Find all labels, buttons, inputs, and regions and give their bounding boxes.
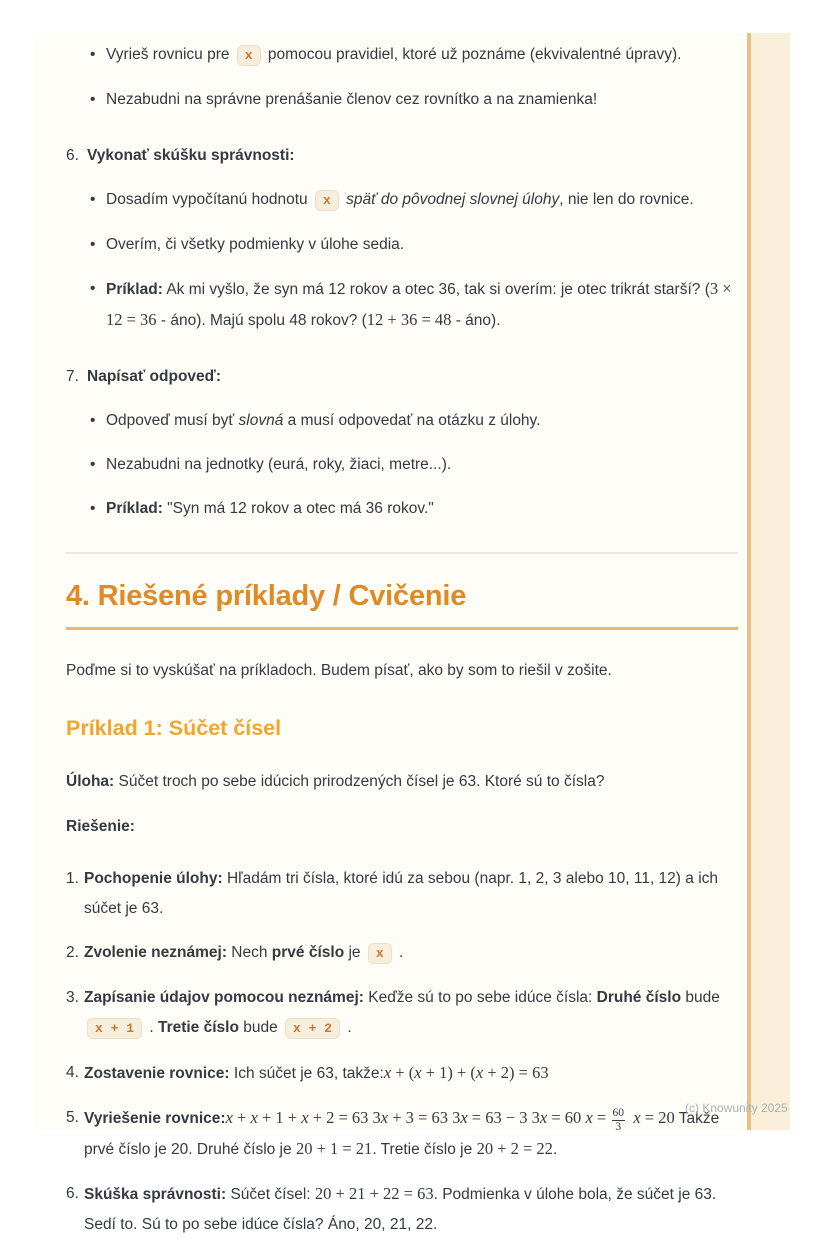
bullet-item (90, 85, 738, 115)
section-divider (66, 552, 738, 554)
math-expression: x + x + 1 + x + 2 = 63 3x + 3 = 63 3x = 63 − 3 3x = 60 x = (225, 1108, 607, 1127)
bold-label: Príklad: (106, 500, 163, 517)
bullet-marker: • (90, 191, 96, 208)
math-expression: 20 + 2 = 22 (476, 1139, 553, 1159)
step-6 (66, 141, 738, 336)
text-segment: Keďže sú to po sebe idúce čísla: (368, 989, 593, 1006)
bold-segment: Druhé číslo (596, 989, 682, 1006)
bullet-text (106, 450, 738, 480)
document-content (66, 40, 738, 1240)
text-segment: Takže prvé číslo je 20. Druhé číslo je (84, 1110, 720, 1159)
bold-label: Zostavenie rovnice: (84, 1065, 230, 1082)
text-segment: . (552, 1141, 558, 1159)
notebook-margin-strip (747, 33, 790, 1130)
text-segment: a musí odpovedať na otázku z úlohy. (287, 412, 541, 429)
step-text (84, 1179, 738, 1240)
text-segment: Nezabudni na správne prenášanie členov cez rovnítko a na znamienka! (106, 91, 598, 108)
text-segment: bude (243, 1019, 278, 1036)
math-expression: x + (x + 1) + (x + 2) = 63 (383, 1063, 549, 1082)
step-number: 7. (66, 368, 79, 385)
italic-segment: späť do pôvodnej slovnej úlohy (346, 191, 560, 208)
bullet-text (106, 185, 738, 216)
bold-label: Vyriešenie rovnice: (84, 1110, 226, 1127)
bold-segment: Tretie číslo (157, 1019, 239, 1036)
text-segment: Súčet čísel: (230, 1186, 311, 1204)
solution-steps (66, 864, 738, 1240)
step-number: 4. (66, 1064, 79, 1081)
copyright-watermark: (c) Knowunity 2025 (685, 1101, 788, 1115)
solution-step-6 (66, 1179, 738, 1240)
text-segment: . Tretie číslo je (372, 1141, 473, 1159)
task-label: Úloha: (66, 773, 115, 790)
solution-step-4 (66, 1058, 738, 1089)
inline-code-x: x (237, 45, 261, 66)
text-segment: . (149, 1019, 154, 1036)
bullet-list-top (66, 40, 738, 115)
section-heading: 4. Riešené príklady / Cvičenie (66, 580, 738, 630)
text-segment: . Podmienka v úlohe bola, že súčet je 63. Sedí to. Sú to po sebe idúce čísla? Áno, 20, 21, 22. (84, 1186, 717, 1234)
bullet-item (90, 406, 738, 436)
worksheet-card (33, 33, 790, 1234)
inline-code-x-plus-1: x + 1 (87, 1018, 142, 1039)
bullet-text (106, 274, 738, 336)
bullet-marker: • (90, 46, 96, 63)
solution-step-5 (66, 1103, 738, 1165)
text-segment: , nie len do rovnice. (559, 191, 694, 208)
solution-step-2 (66, 938, 738, 969)
bullet-marker: • (90, 456, 96, 473)
math-expression: 20 + 1 = 21 (295, 1139, 373, 1159)
fraction-denominator: 3 (615, 1121, 622, 1133)
bullet-item (90, 450, 738, 480)
text-segment: Overím, či všetky podmienky v úlohe sedia. (106, 236, 405, 253)
inline-code-x-plus-2: x + 2 (285, 1018, 340, 1039)
solution-step-3 (66, 983, 738, 1044)
math-expression: 3 × 12 = 36 (106, 279, 732, 329)
step-number: 6. (66, 147, 79, 164)
bullet-marker: • (90, 280, 96, 297)
bold-label: Pochopenie úlohy: (84, 870, 223, 887)
text-segment: Nech (231, 944, 268, 961)
bold-segment: prvé číslo (271, 944, 345, 961)
text-segment: pomocou pravidiel, ktoré už poznáme (ekvivalentné úpravy). (267, 46, 682, 63)
bullet-text (106, 494, 738, 524)
math-expression: x = 20 (633, 1108, 675, 1127)
solution-label: Riešenie: (66, 818, 135, 835)
step-text (84, 1103, 738, 1165)
text-segment: Dosadím vypočítanú hodnotu (106, 191, 308, 208)
step-number: 5. (66, 1109, 79, 1126)
fraction (612, 1107, 626, 1134)
bullet-marker: • (90, 91, 96, 108)
text-segment: Vyrieš rovnicu pre (106, 46, 230, 63)
step-number: 6. (66, 1185, 79, 1203)
bullet-text (106, 40, 738, 71)
text-segment: Nezabudni na jednotky (eurá, roky, žiaci, metre...). (106, 456, 452, 473)
fraction-numerator: 60 (612, 1107, 626, 1121)
bullet-marker: • (90, 500, 96, 517)
solution-step-1 (66, 864, 738, 924)
text-segment: Hľadám tri čísla, ktoré idú za sebou (napr. 1, 2, 3 alebo 10, 11, 12) a ich súčet je 63. (84, 870, 719, 917)
text-segment: Ich súčet je 63, takže: (233, 1065, 384, 1082)
step-number: 1. (66, 870, 79, 887)
text-segment: . (347, 1019, 352, 1036)
bullet-item (90, 185, 738, 216)
step-heading (66, 362, 738, 392)
bullet-marker: • (90, 412, 96, 429)
step-text (84, 983, 738, 1044)
step-text (84, 864, 738, 924)
section-intro: Poďme si to vyskúšať na príkladoch. Budem písať, ako by som to riešil v zošite. (66, 662, 612, 679)
text-segment: Odpoveď musí byť (106, 412, 235, 429)
task-paragraph (66, 767, 738, 797)
inline-code-x: x (315, 190, 339, 211)
bold-label: Príklad: (106, 281, 163, 298)
bullet-text (106, 406, 738, 436)
inline-code-x: x (368, 943, 392, 964)
step-number: 2. (66, 944, 79, 961)
bullet-item (90, 274, 738, 336)
math-expression: 12 + 36 = 48 (366, 310, 452, 329)
step-number: 3. (66, 989, 79, 1006)
bold-label: Zvolenie neznámej: (84, 944, 227, 961)
bullet-marker: • (90, 236, 96, 253)
bold-label: Skúška správnosti: (84, 1186, 227, 1204)
bullet-item (90, 230, 738, 260)
step-title: Napísať odpoveď: (87, 368, 221, 385)
example-heading: Príklad 1: Súčet čísel (66, 716, 282, 740)
text-segment: Ak mi vyšlo, že syn má 12 rokov a otec 36, tak si overím: je otec trikrát starší? ( (166, 281, 710, 298)
bullet-item (90, 494, 738, 524)
step-7 (66, 362, 738, 524)
step-text (84, 1058, 738, 1089)
text-segment: . (399, 944, 404, 961)
step-heading (66, 141, 738, 171)
text-segment: je (348, 944, 361, 961)
text-segment: - áno). (455, 312, 501, 329)
text-segment: "Syn má 12 rokov a otec má 36 rokov." (167, 500, 434, 517)
bullet-text (106, 230, 738, 260)
bullet-text (106, 85, 738, 115)
math-expression: 20 + 21 + 22 = 63 (314, 1184, 434, 1204)
italic-segment: slovná (238, 412, 284, 429)
text-segment: - áno). Majú spolu 48 rokov? ( (160, 312, 367, 329)
step-6-bullets (66, 185, 738, 336)
bold-label: Zapísanie údajov pomocou neznámej: (84, 989, 364, 1006)
step-title: Vykonať skúšku správnosti: (87, 147, 295, 164)
step-7-bullets (66, 406, 738, 524)
task-text: Súčet troch po sebe idúcich prirodzených čísel je 63. Ktoré sú to čísla? (118, 773, 605, 790)
bullet-item (90, 40, 738, 71)
text-segment: bude (685, 989, 720, 1006)
step-text (84, 938, 738, 969)
